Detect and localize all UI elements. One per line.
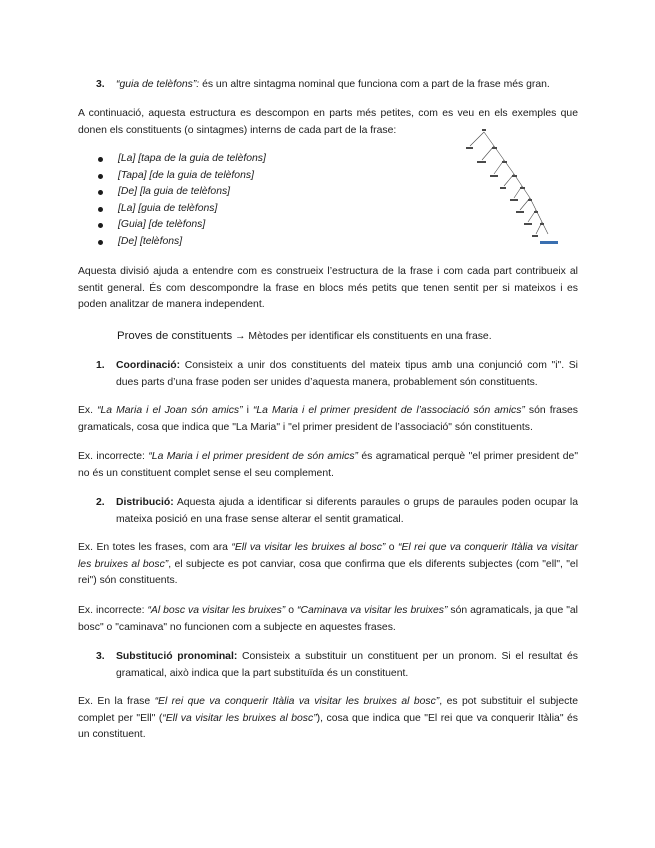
example-explanation: és agramatical perquè "el primer president de" no és un constituent complet sense el seu complement. bbox=[78, 451, 579, 479]
item-title: Distribució: bbox=[116, 497, 174, 508]
example-substitution bbox=[78, 694, 578, 744]
example-sentence: “La Maria i el Joan són amics” bbox=[97, 405, 243, 416]
example-explanation: són agramaticals, ja que "al bosc" o "caminava" no funcionen com a subjecte en aquestes frases. bbox=[78, 605, 578, 633]
item-phrase: “guia de telèfons”: bbox=[116, 79, 200, 90]
item-text bbox=[116, 495, 578, 528]
test-distribution bbox=[96, 495, 578, 528]
arrow-icon: → bbox=[235, 331, 246, 342]
example-incorrect-coordination bbox=[78, 449, 578, 482]
proves-text: Mètodes per identificar els constituents en una frase. bbox=[245, 331, 492, 342]
example-sentence: “Al bosc va visitar les bruixes” bbox=[147, 605, 286, 616]
list-item: [La] [guia de telèfons] bbox=[98, 201, 418, 218]
example-coordination bbox=[78, 403, 578, 436]
example-distribution bbox=[78, 540, 578, 590]
example-sentence: “Ell va visitar les bruixes al bosc” bbox=[231, 542, 386, 553]
example-connector: o bbox=[385, 542, 399, 553]
example-connector: o bbox=[285, 605, 297, 616]
item-number: 3. bbox=[96, 79, 105, 90]
test-coordination bbox=[96, 358, 578, 391]
item-body: és un altre sintagma nominal que funciona com a part de la frase més gran. bbox=[199, 79, 550, 90]
list-item: [De] [telèfons] bbox=[98, 234, 418, 251]
example-lead: Ex. bbox=[78, 405, 98, 416]
proves-title: Proves de constituents bbox=[117, 330, 233, 342]
example-lead: Ex. incorrecte: bbox=[78, 451, 149, 462]
example-sentence: “Ell va visitar les bruixes al bosc” bbox=[162, 712, 317, 724]
list-item: [Tapa] [de la guia de telèfons] bbox=[98, 168, 418, 185]
example-lead: Ex. incorrecte: bbox=[78, 605, 148, 616]
example-explanation: són frases gramaticals, cosa que indica que "La Maria" i "el primer president de l’associació" són constituents. bbox=[78, 405, 578, 433]
syntax-tree-figure bbox=[456, 128, 574, 248]
example-incorrect-distribution bbox=[78, 603, 578, 636]
list-item: [De] [la guia de telèfons] bbox=[98, 184, 418, 201]
example-lead: Ex. En la frase bbox=[78, 696, 155, 707]
example-lead: Ex. En totes les frases, com ara bbox=[78, 542, 232, 553]
example-sentence: “La Maria i el primer president de són amics” bbox=[148, 451, 358, 462]
item-number: 2. bbox=[96, 497, 105, 508]
example-sentence: “La Maria i el primer president de l’associació són amics” bbox=[252, 405, 525, 416]
item-text bbox=[116, 649, 578, 682]
list-item: [Guia] [de telèfons] bbox=[98, 217, 418, 234]
example-explanation: , el subjecte es pot canviar, cosa que confirma que els diferents subjectes (com "ell", "el rei") són constituents. bbox=[78, 558, 578, 587]
list-item: [La] [tapa de la guia de telèfons] bbox=[98, 151, 418, 168]
example-sentence: “El rei que va conquerir Itàlia va visitar les bruixes al bosc” bbox=[154, 696, 440, 707]
division-paragraph: Aquesta divisió ajuda a entendre com es construeix l’estructura de la frase i com cada part contribueix al sentit general. És com descompondre la frase en blocs més petits que tenen sentit per si mateixos i es poden analitzar de manera independent. bbox=[78, 266, 578, 311]
item-title: Substitució pronominal: bbox=[116, 651, 238, 662]
item-text bbox=[116, 358, 578, 391]
example-explanation: ), cosa que indica que "El rei que va conquerir Itàlia" és un constituent. bbox=[78, 712, 578, 741]
tree-diagram bbox=[456, 128, 574, 248]
intro-paragraph: A continuació, aquesta estructura es descompon en parts més petites, com es veu en els exemples que donen els constituents (o sintagmes) interns de cada part de la frase: bbox=[78, 108, 578, 136]
item-3-guia bbox=[96, 77, 586, 94]
example-sentence: “El rei que va conquerir Itàlia va visitar les bruixes al bosc” bbox=[78, 542, 578, 570]
test-substitution bbox=[96, 649, 578, 682]
example-sentence: “Caminava va visitar les bruixes” bbox=[296, 605, 448, 616]
item-number: 3. bbox=[96, 651, 105, 662]
item-title: Coordinació: bbox=[116, 360, 181, 371]
item-body: Consisteix a substituir un constituent per un pronom. Si el resultat és gramatical, això indica que la part substituïda és un constituent. bbox=[116, 651, 578, 679]
item-text bbox=[116, 77, 586, 94]
item-body: Aquesta ajuda a identificar si diferents paraules o grups de paraules poden ocupar la mateixa posició en una frase sense alterar el sentit gramatical. bbox=[116, 497, 578, 525]
item-body: Consisteix a unir dos constituents del mateix tipus amb una conjunció com "i". Si dues parts d’una frase poden ser unides d’aquesta manera, probablement són constituents. bbox=[116, 360, 578, 388]
item-number: 1. bbox=[96, 360, 105, 371]
example-connector: , es pot substituir el subjecte complet per "Ell" ( bbox=[78, 696, 579, 724]
example-connector: i bbox=[242, 405, 253, 416]
constituent-list bbox=[98, 151, 418, 251]
proves-heading bbox=[117, 327, 577, 346]
